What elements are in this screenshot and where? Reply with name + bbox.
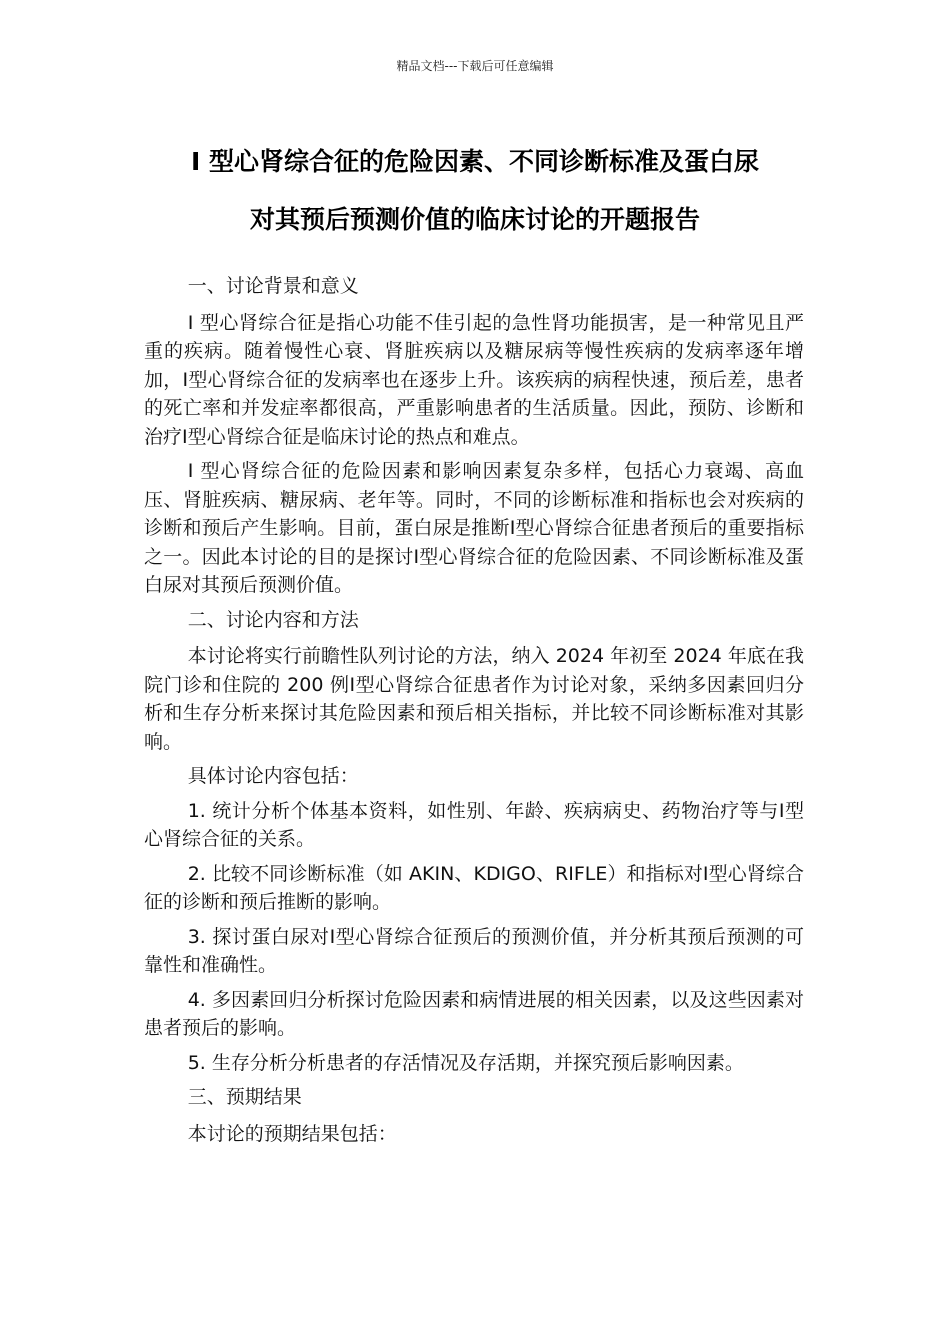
paragraph-content-intro: 具体讨论内容包括： — [187, 765, 359, 787]
document-title — [130, 133, 820, 249]
page-header-watermark: 精品文档---下载后可任意编辑 — [396, 59, 554, 73]
list-item-2: 2. 比较不同诊断标准（如 AKIN、KDIGO、RIFLE）和指标对Ⅰ型心肾综合征的诊断和预后推断的影响。 — [144, 862, 804, 913]
paragraph-background-1: I 型心肾综合征是指心功能不佳引起的急性肾功能损害，是一种常见且严重的疾病。随着慢性心衰、肾脏疾病以及糖尿病等慢性疾病的发病率逐年增加，Ⅰ型心肾综合征的发病率也在逐步上升。该疾病的病程快速，预后差，患者的死亡率和并发症率都很高，严重影响患者的生活质量。因此，预防、诊断和治疗Ⅰ型心肾综合征是临床讨论的热点和难点。 — [144, 311, 804, 448]
paragraph-expected-intro: 本讨论的预期结果包括： — [187, 1122, 397, 1145]
list-item-1: 1. 统计分析个体基本资料，如性别、年龄、疾病病史、药物治疗等与Ⅰ型心肾综合征的关系。 — [144, 799, 804, 850]
list-item-3: 3. 探讨蛋白尿对Ⅰ型心肾综合征预后的预测价值，并分析其预后预测的可靠性和准确性。 — [144, 925, 804, 976]
list-item-4: 4. 多因素回归分析探讨危险因素和病情进展的相关因素，以及这些因素对患者预后的影响。 — [144, 988, 804, 1039]
document-body — [144, 272, 804, 1154]
title-line-1: I 型心肾综合征的危险因素、不同诊断标准及蛋白尿 — [190, 147, 759, 176]
section-heading-background: 一、讨论背景和意义 — [187, 275, 359, 297]
section-heading-expected-results: 三、预期结果 — [187, 1086, 302, 1108]
list-item-5: 5. 生存分析分析患者的存活情况及存活期，并探究预后影响因素。 — [187, 1051, 744, 1074]
section-heading-content-methods: 二、讨论内容和方法 — [187, 608, 359, 631]
paragraph-background-2: I 型心肾综合征的危险因素和影响因素复杂多样，包括心力衰竭、高血压、肾脏疾病、糖尿病、老年等。同时，不同的诊断标准和指标也会对疾病的诊断和预后产生影响。目前，蛋白尿是推断Ⅰ型心肾综合征患者预后的重要指标之一。因此本讨论的目的是探讨Ⅰ型心肾综合征的危险因素、不同诊断标准及蛋白尿对其预后预测价值。 — [144, 460, 804, 596]
paragraph-methods: 本讨论将实行前瞻性队列讨论的方法，纳入 2024 年初至 2024 年底在我院门诊和住院的 200 例Ⅰ型心肾综合征患者作为讨论对象，采纳多因素回归分析和生存分析来探讨其危险因素和预后相关指标，并比较不同诊断标准对其影响。 — [144, 645, 804, 753]
title-line-2: 对其预后预测价值的临床讨论的开题报告 — [249, 205, 700, 234]
